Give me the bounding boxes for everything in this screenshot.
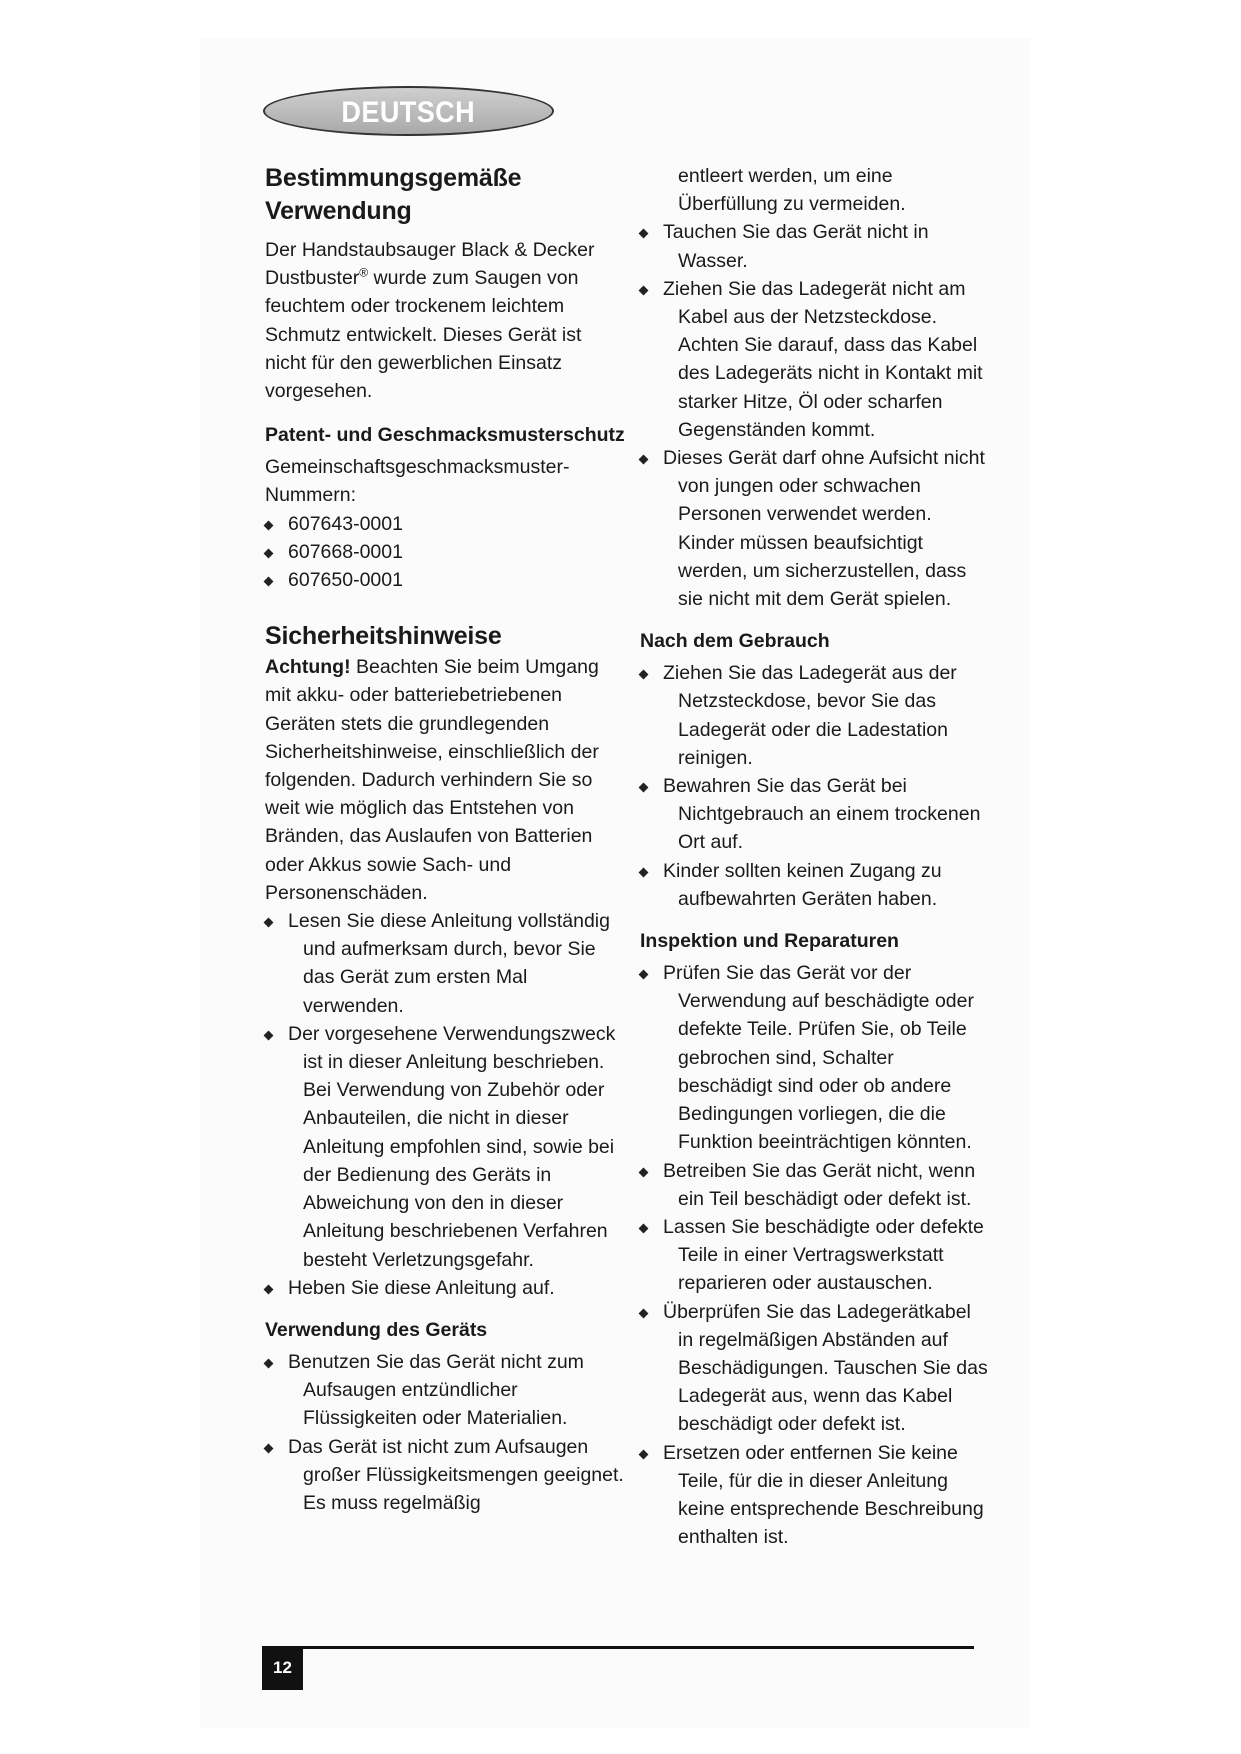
design-protection-intro: Gemeinschaftsgeschmacksmuster-Nummern: bbox=[265, 456, 570, 507]
bullet-icon bbox=[264, 1030, 274, 1040]
inspection-list bbox=[640, 959, 990, 1551]
list-item: Heben Sie diese Anleitung auf. bbox=[265, 1274, 627, 1302]
safety-list bbox=[265, 907, 627, 1302]
intended-use-text: Der Handstaubsauger Black & Decker Dustbuster® wurde zum Saugen von feuchtem oder trockenem leichtem Schmutz entwickelt. Dieses Gerät ist nicht für den gewerblichen Einsatz vorgesehen. bbox=[265, 239, 595, 403]
device-use-heading: Verwendung des Geräts bbox=[265, 1318, 488, 1341]
bullet-icon bbox=[639, 1449, 649, 1459]
device-use-list bbox=[265, 1348, 627, 1517]
after-use-list bbox=[640, 659, 990, 913]
footer-rule bbox=[262, 1646, 974, 1649]
safety-heading: Sicherheitshinweise bbox=[265, 622, 502, 651]
bullet-icon bbox=[639, 783, 649, 793]
inspection-heading: Inspektion und Reparaturen bbox=[640, 930, 899, 953]
warning-label: Achtung! bbox=[265, 656, 351, 679]
bullet-icon bbox=[264, 1358, 274, 1368]
bullet-icon bbox=[639, 455, 649, 465]
list-item: Lesen Sie diese Anleitung vollständig und aufmerksam durch, bevor Sie das Gerät zum ersten Mal verwenden. bbox=[265, 907, 627, 1020]
bullet-icon bbox=[639, 229, 649, 239]
right-column bbox=[640, 162, 990, 1551]
list-item: Lassen Sie beschädigte oder defekte Teile in einer Vertragswerkstatt reparieren oder austauschen. bbox=[640, 1213, 990, 1298]
list-item: 607643-0001 bbox=[265, 510, 627, 538]
device-use-continuation: entleert werden, um eine Überfüllung zu vermeiden. bbox=[678, 165, 906, 216]
design-protection-heading: Patent- und Geschmacksmusterschutz bbox=[265, 424, 625, 447]
list-item: Prüfen Sie das Gerät vor der Verwendung auf beschädigte oder defekte Teile. Prüfen Sie, ob Teile gebrochen sind, Schalter beschädigt sind oder ob andere Bedingungen vorliegen, die die Funktion beeinträchtigen könnten. bbox=[640, 959, 990, 1156]
bullet-icon bbox=[264, 520, 274, 530]
registered-mark: ® bbox=[359, 265, 369, 280]
list-item: Kinder sollten keinen Zugang zu aufbewahrten Geräten haben. bbox=[640, 857, 990, 913]
intended-use-heading: Bestimmungsgemäße Verwendung bbox=[265, 164, 522, 225]
after-use-heading: Nach dem Gebrauch bbox=[640, 630, 830, 653]
list-item: Das Gerät ist nicht zum Aufsaugen großer Flüssigkeitsmengen geeignet. Es muss regelmäßig bbox=[265, 1433, 627, 1518]
list-item: Dieses Gerät darf ohne Aufsicht nicht von jungen oder schwachen Personen verwendet werden. Kinder müssen beaufsichtigt werden, um sicherzustellen, dass sie nicht mit dem Gerät spielen. bbox=[640, 444, 990, 613]
bullet-icon bbox=[264, 918, 274, 928]
device-use-list-continued bbox=[640, 218, 990, 613]
list-item: Benutzen Sie das Gerät nicht zum Aufsaugen entzündlicher Flüssigkeiten oder Materialien. bbox=[265, 1348, 627, 1433]
safety-intro: Achtung! Beachten Sie beim Umgang mit akku- oder batteriebetriebenen Geräten stets die grundlegenden Sicherheitshinweise, einschließlich der folgenden. Dadurch verhindern Sie so weit wie möglich das Entstehen von Bränden, das Auslaufen von Batterien oder Akkus sowie Sach- und Personenschäden. bbox=[265, 656, 599, 904]
bullet-icon bbox=[264, 1443, 274, 1453]
bullet-icon bbox=[639, 670, 649, 680]
bullet-icon bbox=[264, 577, 274, 587]
list-item: Ziehen Sie das Ladegerät aus der Netzsteckdose, bevor Sie das Ladegerät oder die Ladestation reinigen. bbox=[640, 659, 990, 772]
list-item: Der vorgesehene Verwendungszweck ist in dieser Anleitung beschrieben. Bei Verwendung von Zubehör oder Anbauteilen, die nicht in dieser Anleitung empfohlen sind, sowie bei der Bedienung des Geräts in Abweichung von den in dieser Anleitung beschriebenen Verfahren besteht Verletzungsgefahr. bbox=[265, 1020, 627, 1274]
list-item: Bewahren Sie das Gerät bei Nichtgebrauch an einem trockenen Ort auf. bbox=[640, 772, 990, 857]
list-item: Betreiben Sie das Gerät nicht, wenn ein Teil beschädigt oder defekt ist. bbox=[640, 1157, 990, 1213]
bullet-icon bbox=[639, 1167, 649, 1177]
bullet-icon bbox=[639, 1308, 649, 1318]
bullet-icon bbox=[264, 1284, 274, 1294]
list-item: Ziehen Sie das Ladegerät nicht am Kabel aus der Netzsteckdose. Achten Sie darauf, dass das Kabel des Ladegeräts nicht in Kontakt mit starker Hitze, Öl oder scharfen Gegenständen kommt. bbox=[640, 275, 990, 444]
language-badge: DEUTSCH bbox=[263, 86, 554, 136]
bullet-icon bbox=[639, 285, 649, 295]
bullet-icon bbox=[639, 867, 649, 877]
design-number-list bbox=[265, 510, 627, 595]
list-item: Überprüfen Sie das Ladegerätkabel in regelmäßigen Abständen auf Beschädigungen. Tauschen Sie das Ladegerät aus, wenn das Kabel beschädigt oder defekt ist. bbox=[640, 1298, 990, 1439]
left-column bbox=[265, 162, 627, 1517]
bullet-icon bbox=[264, 548, 274, 558]
bullet-icon bbox=[639, 970, 649, 980]
list-item: 607668-0001 bbox=[265, 538, 627, 566]
list-item: Ersetzen oder entfernen Sie keine Teile, für die in dieser Anleitung keine entsprechende Beschreibung enthalten ist. bbox=[640, 1439, 990, 1552]
bullet-icon bbox=[639, 1223, 649, 1233]
list-item: 607650-0001 bbox=[265, 566, 627, 594]
page-number: 12 bbox=[262, 1646, 303, 1690]
list-item: Tauchen Sie das Gerät nicht in Wasser. bbox=[640, 218, 990, 274]
